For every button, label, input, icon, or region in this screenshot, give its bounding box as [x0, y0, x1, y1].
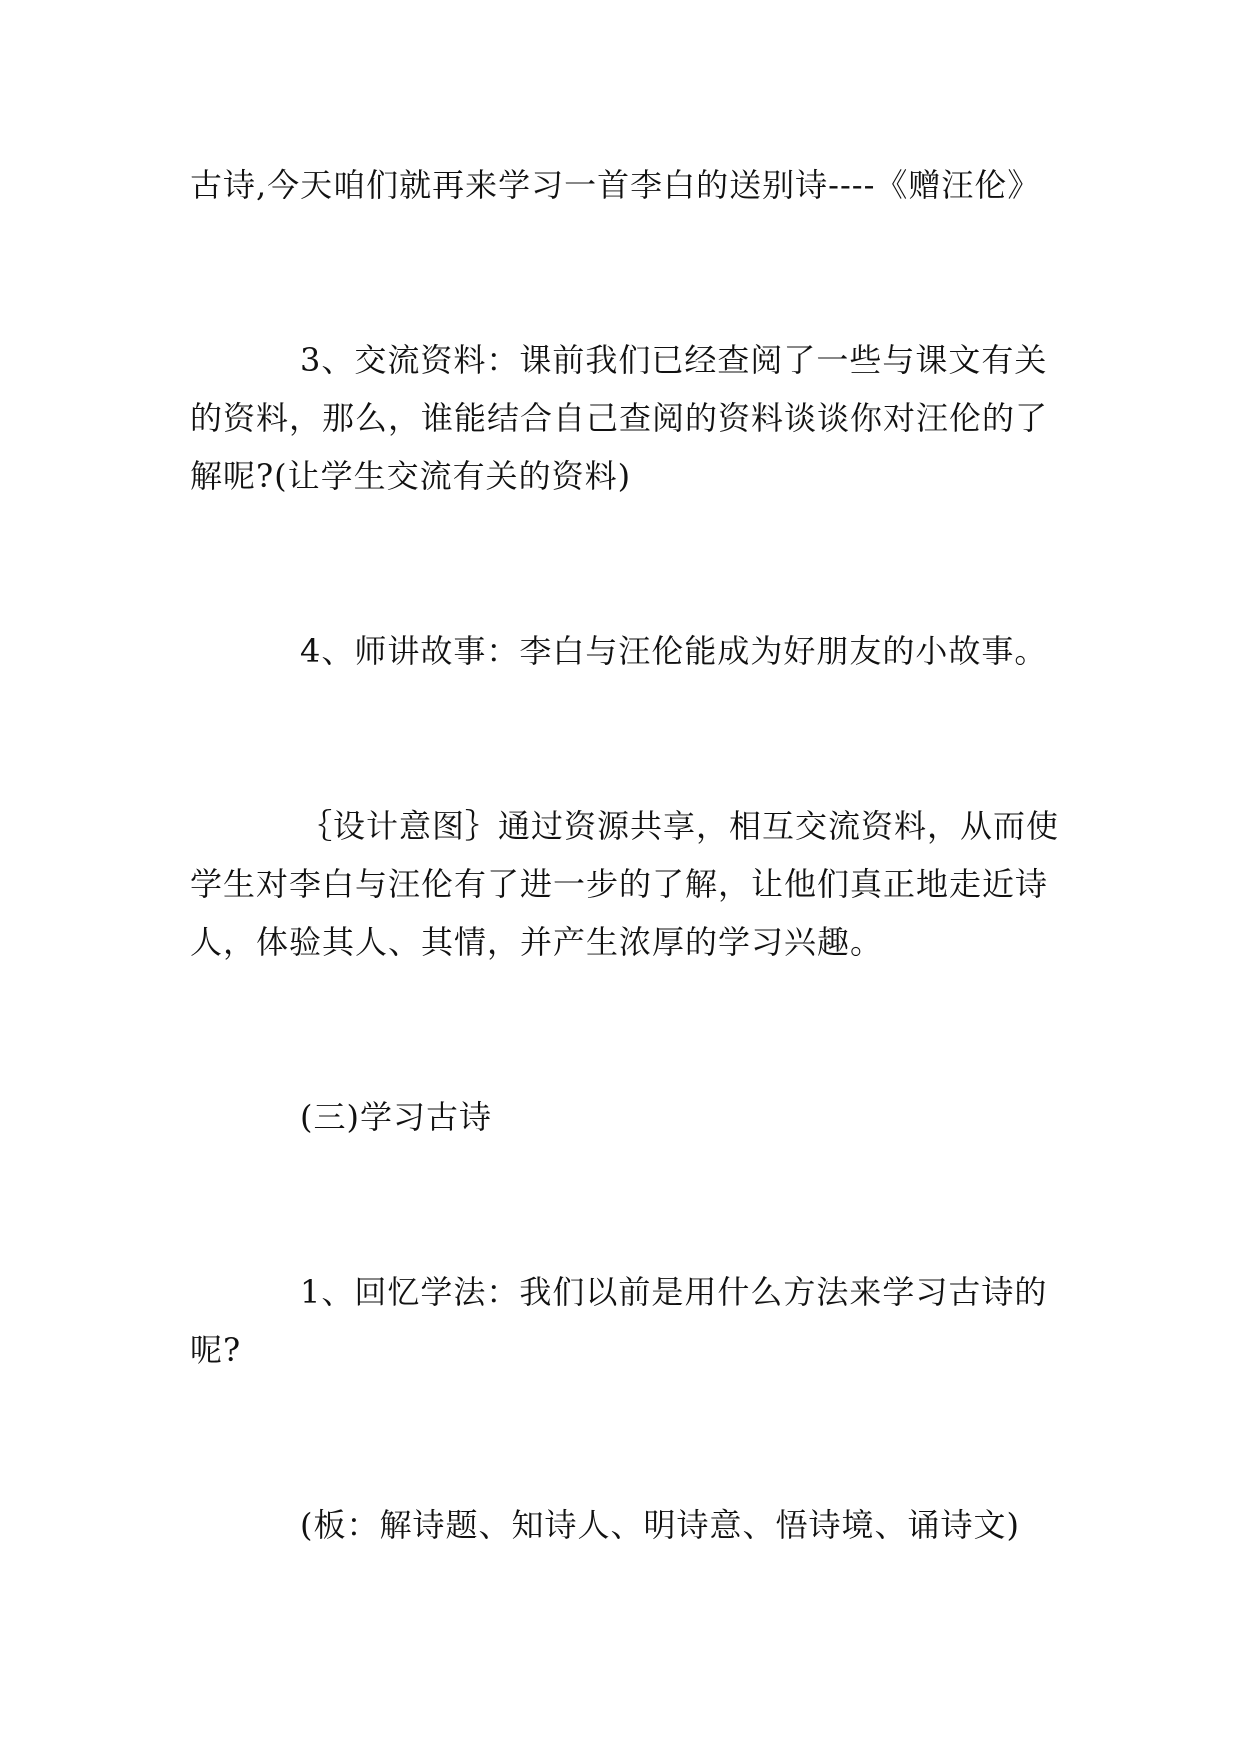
- section-heading-learn-poem: [190, 1088, 1070, 1146]
- text-line: 学生对李白与汪伦有了进一步的了解，让他们真正地走近诗: [190, 865, 1049, 903]
- paragraph-exchange-materials: [190, 331, 1070, 505]
- paragraph-teacher-story: [190, 622, 1070, 680]
- paragraph-design-intent: [190, 797, 1070, 971]
- paragraph-recall-method: [190, 1263, 1070, 1379]
- paragraph-intro-continuation: [190, 156, 1070, 214]
- text-line: 的资料，那么，谁能结合自己查阅的资料谈谈你对汪伦的了: [190, 399, 1049, 437]
- text-line: 人，体验其人、其情，并产生浓厚的学习兴趣。: [190, 923, 884, 961]
- text-line: 1、回忆学法：我们以前是用什么方法来学习古诗的: [300, 1273, 1048, 1311]
- document-page: [190, 156, 1070, 1671]
- section-heading: (三)学习古诗: [300, 1098, 492, 1136]
- text-line: 3、交流资料：课前我们已经查阅了一些与课文有关: [300, 341, 1048, 379]
- text-line: 古诗,今天咱们就再来学习一首李白的送别诗----《赠汪伦》: [190, 166, 1041, 204]
- text-line: (板：解诗题、知诗人、明诗意、悟诗境、诵诗文): [300, 1506, 1020, 1544]
- text-line: 呢?: [190, 1331, 242, 1369]
- text-line: 4、师讲故事：李白与汪伦能成为好朋友的小故事。: [300, 632, 1048, 670]
- text-line: ｛设计意图｝通过资源共享，相互交流资料，从而使: [300, 807, 1060, 845]
- paragraph-board-notes: [190, 1496, 1070, 1554]
- text-line: 解呢?(让学生交流有关的资料): [190, 457, 632, 495]
